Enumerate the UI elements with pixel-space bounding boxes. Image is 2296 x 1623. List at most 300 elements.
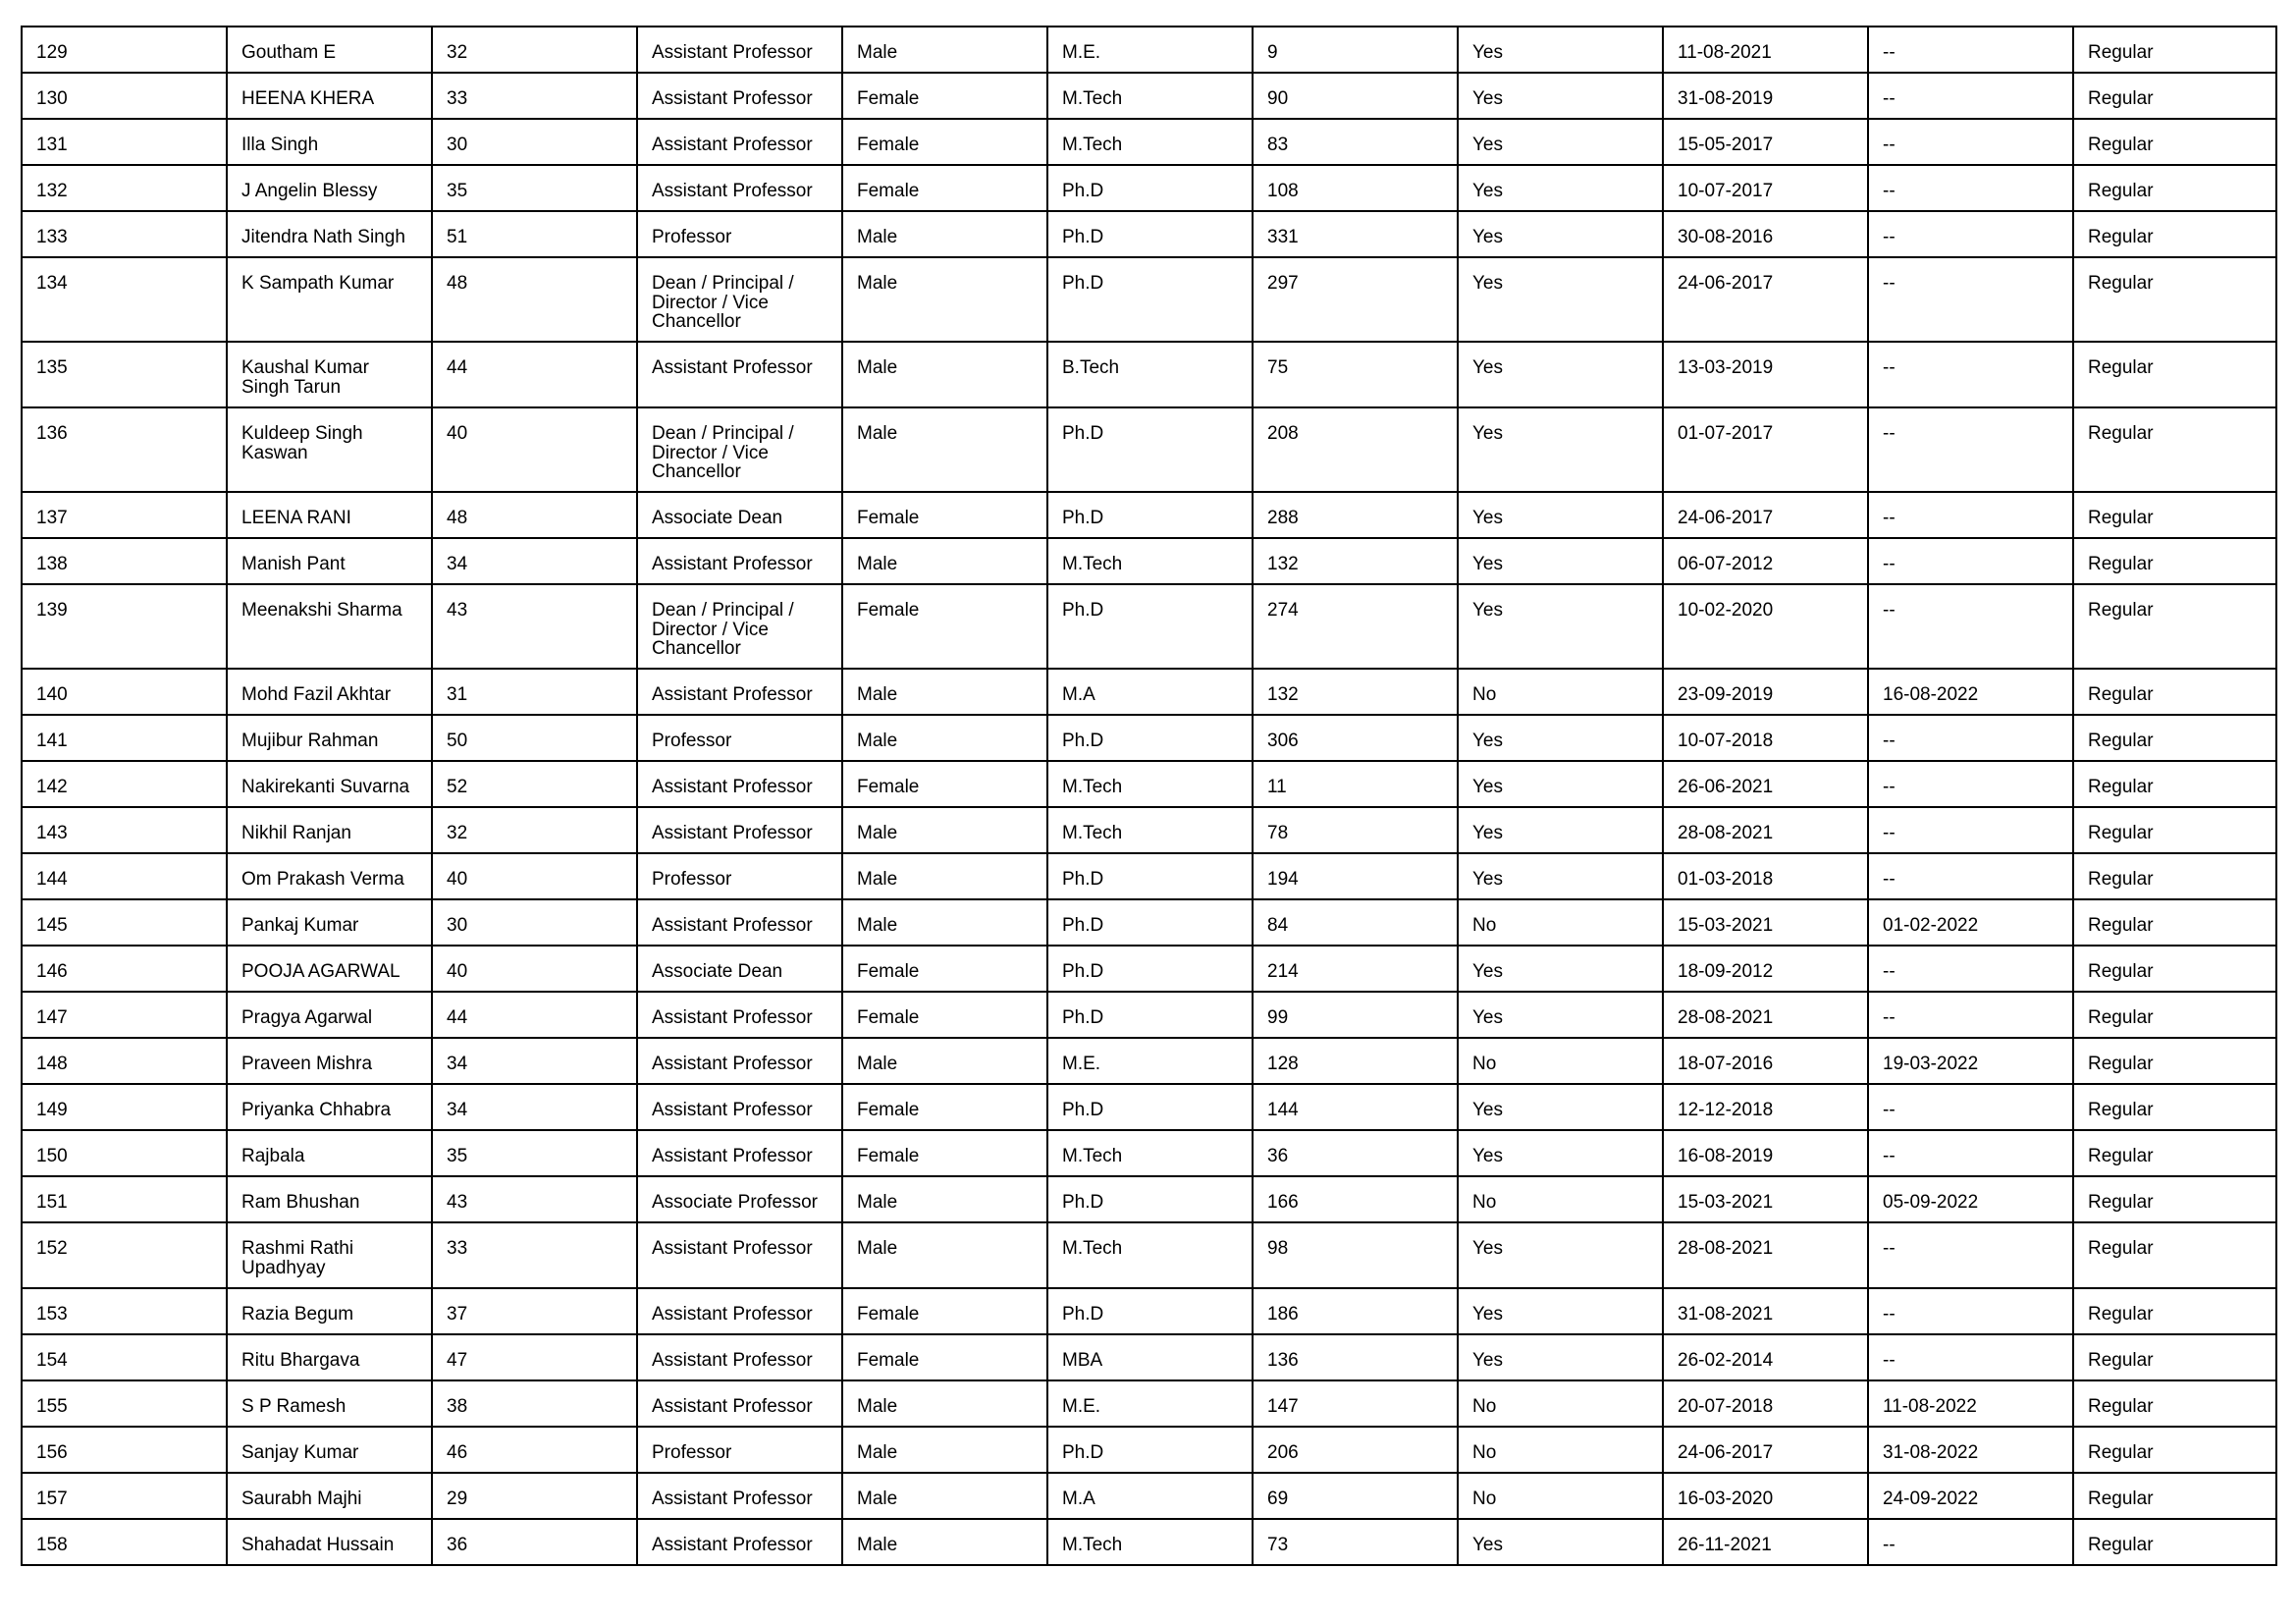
designation-cell: Assistant Professor — [637, 165, 842, 211]
currently-working-cell: Yes — [1458, 853, 1663, 899]
qualification-cell: M.Tech — [1047, 1519, 1253, 1565]
age-cell: 44 — [432, 342, 637, 407]
faculty-name-cell: Om Prakash Verma — [227, 853, 432, 899]
faculty-name-cell: Mohd Fazil Akhtar — [227, 669, 432, 715]
table-row — [22, 807, 2276, 853]
qualification-cell: M.A — [1047, 669, 1253, 715]
leaving-date-cell: 24-09-2022 — [1868, 1473, 2073, 1519]
designation-cell: Dean / Principal / Director / Vice Chancellor — [637, 257, 842, 342]
qualification-cell: M.E. — [1047, 27, 1253, 73]
table-row — [22, 715, 2276, 761]
serial-number-cell: 134 — [22, 257, 227, 342]
qualification-cell: B.Tech — [1047, 342, 1253, 407]
currently-working-cell: Yes — [1458, 257, 1663, 342]
qualification-cell: M.E. — [1047, 1380, 1253, 1427]
qualification-cell: Ph.D — [1047, 257, 1253, 342]
age-cell: 30 — [432, 119, 637, 165]
faculty-table-container — [21, 26, 2277, 1566]
leaving-date-cell: -- — [1868, 946, 2073, 992]
designation-cell: Assistant Professor — [637, 807, 842, 853]
table-row — [22, 1084, 2276, 1130]
serial-number-cell: 140 — [22, 669, 227, 715]
leaving-date-cell: 11-08-2022 — [1868, 1380, 2073, 1427]
appointment-nature-cell: Regular — [2073, 1288, 2276, 1334]
experience-cell: 144 — [1253, 1084, 1458, 1130]
currently-working-cell: Yes — [1458, 27, 1663, 73]
faculty-name-cell: HEENA KHERA — [227, 73, 432, 119]
appointment-nature-cell: Regular — [2073, 1473, 2276, 1519]
qualification-cell: M.Tech — [1047, 119, 1253, 165]
joining-date-cell: 26-06-2021 — [1663, 761, 1868, 807]
faculty-name-cell: Illa Singh — [227, 119, 432, 165]
age-cell: 29 — [432, 1473, 637, 1519]
age-cell: 34 — [432, 538, 637, 584]
faculty-name-cell: Ritu Bhargava — [227, 1334, 432, 1380]
leaving-date-cell: 01-02-2022 — [1868, 899, 2073, 946]
gender-cell: Male — [842, 1222, 1047, 1288]
experience-cell: 83 — [1253, 119, 1458, 165]
leaving-date-cell: -- — [1868, 538, 2073, 584]
gender-cell: Female — [842, 1084, 1047, 1130]
table-row — [22, 1334, 2276, 1380]
experience-cell: 108 — [1253, 165, 1458, 211]
gender-cell: Female — [842, 119, 1047, 165]
leaving-date-cell: -- — [1868, 492, 2073, 538]
qualification-cell: Ph.D — [1047, 946, 1253, 992]
designation-cell: Professor — [637, 715, 842, 761]
age-cell: 34 — [432, 1084, 637, 1130]
gender-cell: Female — [842, 1288, 1047, 1334]
currently-working-cell: Yes — [1458, 1334, 1663, 1380]
joining-date-cell: 10-07-2017 — [1663, 165, 1868, 211]
qualification-cell: M.Tech — [1047, 538, 1253, 584]
age-cell: 52 — [432, 761, 637, 807]
designation-cell: Professor — [637, 211, 842, 257]
experience-cell: 128 — [1253, 1038, 1458, 1084]
table-row — [22, 992, 2276, 1038]
currently-working-cell: Yes — [1458, 1222, 1663, 1288]
serial-number-cell: 155 — [22, 1380, 227, 1427]
gender-cell: Male — [842, 538, 1047, 584]
experience-cell: 36 — [1253, 1130, 1458, 1176]
leaving-date-cell: -- — [1868, 853, 2073, 899]
serial-number-cell: 132 — [22, 165, 227, 211]
appointment-nature-cell: Regular — [2073, 715, 2276, 761]
leaving-date-cell: 19-03-2022 — [1868, 1038, 2073, 1084]
gender-cell: Male — [842, 27, 1047, 73]
leaving-date-cell: -- — [1868, 27, 2073, 73]
gender-cell: Female — [842, 761, 1047, 807]
table-row — [22, 761, 2276, 807]
leaving-date-cell: -- — [1868, 342, 2073, 407]
designation-cell: Associate Professor — [637, 1176, 842, 1222]
joining-date-cell: 20-07-2018 — [1663, 1380, 1868, 1427]
serial-number-cell: 145 — [22, 899, 227, 946]
faculty-table-body — [22, 27, 2276, 1565]
gender-cell: Male — [842, 715, 1047, 761]
appointment-nature-cell: Regular — [2073, 1130, 2276, 1176]
age-cell: 51 — [432, 211, 637, 257]
designation-cell: Assistant Professor — [637, 342, 842, 407]
age-cell: 50 — [432, 715, 637, 761]
table-row — [22, 257, 2276, 342]
age-cell: 48 — [432, 492, 637, 538]
gender-cell: Male — [842, 1038, 1047, 1084]
currently-working-cell: Yes — [1458, 73, 1663, 119]
joining-date-cell: 10-07-2018 — [1663, 715, 1868, 761]
table-row — [22, 669, 2276, 715]
faculty-name-cell: K Sampath Kumar — [227, 257, 432, 342]
joining-date-cell: 18-09-2012 — [1663, 946, 1868, 992]
experience-cell: 147 — [1253, 1380, 1458, 1427]
joining-date-cell: 24-06-2017 — [1663, 1427, 1868, 1473]
table-row — [22, 946, 2276, 992]
currently-working-cell: Yes — [1458, 538, 1663, 584]
currently-working-cell: Yes — [1458, 992, 1663, 1038]
appointment-nature-cell: Regular — [2073, 211, 2276, 257]
appointment-nature-cell: Regular — [2073, 538, 2276, 584]
gender-cell: Male — [842, 1473, 1047, 1519]
leaving-date-cell: 16-08-2022 — [1868, 669, 2073, 715]
faculty-name-cell: Rajbala — [227, 1130, 432, 1176]
appointment-nature-cell: Regular — [2073, 342, 2276, 407]
leaving-date-cell: -- — [1868, 807, 2073, 853]
appointment-nature-cell: Regular — [2073, 584, 2276, 669]
leaving-date-cell: -- — [1868, 1222, 2073, 1288]
currently-working-cell: Yes — [1458, 492, 1663, 538]
experience-cell: 186 — [1253, 1288, 1458, 1334]
faculty-name-cell: Mujibur Rahman — [227, 715, 432, 761]
table-row — [22, 165, 2276, 211]
gender-cell: Male — [842, 342, 1047, 407]
serial-number-cell: 141 — [22, 715, 227, 761]
age-cell: 34 — [432, 1038, 637, 1084]
appointment-nature-cell: Regular — [2073, 669, 2276, 715]
table-row — [22, 584, 2276, 669]
serial-number-cell: 131 — [22, 119, 227, 165]
serial-number-cell: 150 — [22, 1130, 227, 1176]
age-cell: 43 — [432, 1176, 637, 1222]
qualification-cell: Ph.D — [1047, 1288, 1253, 1334]
faculty-name-cell: Ram Bhushan — [227, 1176, 432, 1222]
table-row — [22, 1473, 2276, 1519]
age-cell: 48 — [432, 257, 637, 342]
appointment-nature-cell: Regular — [2073, 27, 2276, 73]
leaving-date-cell: -- — [1868, 211, 2073, 257]
qualification-cell: Ph.D — [1047, 1176, 1253, 1222]
gender-cell: Female — [842, 584, 1047, 669]
qualification-cell: M.Tech — [1047, 73, 1253, 119]
gender-cell: Male — [842, 899, 1047, 946]
serial-number-cell: 149 — [22, 1084, 227, 1130]
age-cell: 44 — [432, 992, 637, 1038]
appointment-nature-cell: Regular — [2073, 1380, 2276, 1427]
experience-cell: 84 — [1253, 899, 1458, 946]
joining-date-cell: 30-08-2016 — [1663, 211, 1868, 257]
designation-cell: Assistant Professor — [637, 899, 842, 946]
faculty-name-cell: Pankaj Kumar — [227, 899, 432, 946]
joining-date-cell: 28-08-2021 — [1663, 1222, 1868, 1288]
age-cell: 32 — [432, 27, 637, 73]
faculty-table — [21, 26, 2277, 1566]
leaving-date-cell: -- — [1868, 992, 2073, 1038]
joining-date-cell: 10-02-2020 — [1663, 584, 1868, 669]
experience-cell: 206 — [1253, 1427, 1458, 1473]
table-row — [22, 853, 2276, 899]
experience-cell: 98 — [1253, 1222, 1458, 1288]
designation-cell: Assistant Professor — [637, 669, 842, 715]
currently-working-cell: Yes — [1458, 1084, 1663, 1130]
leaving-date-cell: -- — [1868, 715, 2073, 761]
qualification-cell: M.Tech — [1047, 761, 1253, 807]
age-cell: 30 — [432, 899, 637, 946]
serial-number-cell: 139 — [22, 584, 227, 669]
serial-number-cell: 138 — [22, 538, 227, 584]
leaving-date-cell: -- — [1868, 1130, 2073, 1176]
age-cell: 46 — [432, 1427, 637, 1473]
joining-date-cell: 18-07-2016 — [1663, 1038, 1868, 1084]
designation-cell: Assistant Professor — [637, 73, 842, 119]
leaving-date-cell: -- — [1868, 1084, 2073, 1130]
serial-number-cell: 136 — [22, 407, 227, 492]
leaving-date-cell: 31-08-2022 — [1868, 1427, 2073, 1473]
appointment-nature-cell: Regular — [2073, 1176, 2276, 1222]
appointment-nature-cell: Regular — [2073, 853, 2276, 899]
faculty-name-cell: Shahadat Hussain — [227, 1519, 432, 1565]
table-row — [22, 211, 2276, 257]
designation-cell: Associate Dean — [637, 946, 842, 992]
table-row — [22, 119, 2276, 165]
faculty-name-cell: Saurabh Majhi — [227, 1473, 432, 1519]
appointment-nature-cell: Regular — [2073, 1427, 2276, 1473]
currently-working-cell: No — [1458, 1427, 1663, 1473]
faculty-name-cell: J Angelin Blessy — [227, 165, 432, 211]
appointment-nature-cell: Regular — [2073, 1038, 2276, 1084]
appointment-nature-cell: Regular — [2073, 1084, 2276, 1130]
gender-cell: Male — [842, 807, 1047, 853]
serial-number-cell: 156 — [22, 1427, 227, 1473]
faculty-name-cell: Manish Pant — [227, 538, 432, 584]
serial-number-cell: 144 — [22, 853, 227, 899]
age-cell: 33 — [432, 1222, 637, 1288]
qualification-cell: M.Tech — [1047, 1222, 1253, 1288]
gender-cell: Male — [842, 1176, 1047, 1222]
currently-working-cell: Yes — [1458, 807, 1663, 853]
experience-cell: 11 — [1253, 761, 1458, 807]
gender-cell: Female — [842, 73, 1047, 119]
experience-cell: 99 — [1253, 992, 1458, 1038]
table-row — [22, 1130, 2276, 1176]
table-row — [22, 407, 2276, 492]
table-row — [22, 27, 2276, 73]
experience-cell: 194 — [1253, 853, 1458, 899]
age-cell: 40 — [432, 853, 637, 899]
faculty-name-cell: Kaushal Kumar Singh Tarun — [227, 342, 432, 407]
serial-number-cell: 130 — [22, 73, 227, 119]
joining-date-cell: 11-08-2021 — [1663, 27, 1868, 73]
appointment-nature-cell: Regular — [2073, 807, 2276, 853]
faculty-name-cell: Kuldeep Singh Kaswan — [227, 407, 432, 492]
age-cell: 47 — [432, 1334, 637, 1380]
currently-working-cell: Yes — [1458, 165, 1663, 211]
leaving-date-cell: -- — [1868, 73, 2073, 119]
faculty-name-cell: Meenakshi Sharma — [227, 584, 432, 669]
experience-cell: 306 — [1253, 715, 1458, 761]
gender-cell: Male — [842, 1519, 1047, 1565]
appointment-nature-cell: Regular — [2073, 1222, 2276, 1288]
faculty-name-cell: POOJA AGARWAL — [227, 946, 432, 992]
designation-cell: Dean / Principal / Director / Vice Chancellor — [637, 584, 842, 669]
designation-cell: Assistant Professor — [637, 761, 842, 807]
serial-number-cell: 146 — [22, 946, 227, 992]
joining-date-cell: 31-08-2021 — [1663, 1288, 1868, 1334]
age-cell: 40 — [432, 946, 637, 992]
appointment-nature-cell: Regular — [2073, 257, 2276, 342]
joining-date-cell: 01-07-2017 — [1663, 407, 1868, 492]
serial-number-cell: 142 — [22, 761, 227, 807]
currently-working-cell: No — [1458, 1176, 1663, 1222]
serial-number-cell: 157 — [22, 1473, 227, 1519]
joining-date-cell: 15-05-2017 — [1663, 119, 1868, 165]
serial-number-cell: 153 — [22, 1288, 227, 1334]
qualification-cell: M.Tech — [1047, 807, 1253, 853]
qualification-cell: Ph.D — [1047, 492, 1253, 538]
faculty-name-cell: Praveen Mishra — [227, 1038, 432, 1084]
table-row — [22, 1288, 2276, 1334]
designation-cell: Assistant Professor — [637, 538, 842, 584]
currently-working-cell: No — [1458, 1038, 1663, 1084]
designation-cell: Professor — [637, 1427, 842, 1473]
joining-date-cell: 01-03-2018 — [1663, 853, 1868, 899]
designation-cell: Assistant Professor — [637, 1380, 842, 1427]
age-cell: 36 — [432, 1519, 637, 1565]
serial-number-cell: 158 — [22, 1519, 227, 1565]
joining-date-cell: 24-06-2017 — [1663, 492, 1868, 538]
faculty-name-cell: S P Ramesh — [227, 1380, 432, 1427]
age-cell: 32 — [432, 807, 637, 853]
currently-working-cell: Yes — [1458, 119, 1663, 165]
gender-cell: Female — [842, 492, 1047, 538]
designation-cell: Assistant Professor — [637, 1084, 842, 1130]
appointment-nature-cell: Regular — [2073, 1334, 2276, 1380]
table-row — [22, 1038, 2276, 1084]
table-row — [22, 538, 2276, 584]
joining-date-cell: 26-02-2014 — [1663, 1334, 1868, 1380]
leaving-date-cell: -- — [1868, 1288, 2073, 1334]
faculty-name-cell: Nakirekanti Suvarna — [227, 761, 432, 807]
table-row — [22, 492, 2276, 538]
appointment-nature-cell: Regular — [2073, 73, 2276, 119]
gender-cell: Male — [842, 669, 1047, 715]
currently-working-cell: Yes — [1458, 211, 1663, 257]
designation-cell: Associate Dean — [637, 492, 842, 538]
currently-working-cell: No — [1458, 899, 1663, 946]
experience-cell: 166 — [1253, 1176, 1458, 1222]
faculty-name-cell: Jitendra Nath Singh — [227, 211, 432, 257]
currently-working-cell: No — [1458, 1380, 1663, 1427]
experience-cell: 90 — [1253, 73, 1458, 119]
gender-cell: Female — [842, 992, 1047, 1038]
joining-date-cell: 16-08-2019 — [1663, 1130, 1868, 1176]
faculty-name-cell: Priyanka Chhabra — [227, 1084, 432, 1130]
joining-date-cell: 24-06-2017 — [1663, 257, 1868, 342]
experience-cell: 132 — [1253, 669, 1458, 715]
gender-cell: Male — [842, 1380, 1047, 1427]
currently-working-cell: No — [1458, 1473, 1663, 1519]
gender-cell: Female — [842, 165, 1047, 211]
appointment-nature-cell: Regular — [2073, 1519, 2276, 1565]
appointment-nature-cell: Regular — [2073, 946, 2276, 992]
designation-cell: Assistant Professor — [637, 1288, 842, 1334]
table-row — [22, 899, 2276, 946]
age-cell: 33 — [432, 73, 637, 119]
serial-number-cell: 143 — [22, 807, 227, 853]
faculty-name-cell: Pragya Agarwal — [227, 992, 432, 1038]
gender-cell: Female — [842, 1334, 1047, 1380]
currently-working-cell: Yes — [1458, 715, 1663, 761]
experience-cell: 75 — [1253, 342, 1458, 407]
joining-date-cell: 12-12-2018 — [1663, 1084, 1868, 1130]
currently-working-cell: Yes — [1458, 946, 1663, 992]
qualification-cell: M.Tech — [1047, 1130, 1253, 1176]
gender-cell: Male — [842, 257, 1047, 342]
faculty-name-cell: Razia Begum — [227, 1288, 432, 1334]
qualification-cell: Ph.D — [1047, 992, 1253, 1038]
table-row — [22, 1380, 2276, 1427]
experience-cell: 69 — [1253, 1473, 1458, 1519]
table-row — [22, 1427, 2276, 1473]
qualification-cell: Ph.D — [1047, 899, 1253, 946]
table-row — [22, 342, 2276, 407]
table-row — [22, 73, 2276, 119]
serial-number-cell: 151 — [22, 1176, 227, 1222]
joining-date-cell: 13-03-2019 — [1663, 342, 1868, 407]
serial-number-cell: 152 — [22, 1222, 227, 1288]
joining-date-cell: 15-03-2021 — [1663, 1176, 1868, 1222]
joining-date-cell: 28-08-2021 — [1663, 992, 1868, 1038]
designation-cell: Assistant Professor — [637, 1519, 842, 1565]
designation-cell: Assistant Professor — [637, 1038, 842, 1084]
joining-date-cell: 23-09-2019 — [1663, 669, 1868, 715]
currently-working-cell: Yes — [1458, 1130, 1663, 1176]
appointment-nature-cell: Regular — [2073, 492, 2276, 538]
qualification-cell: Ph.D — [1047, 853, 1253, 899]
experience-cell: 288 — [1253, 492, 1458, 538]
qualification-cell: Ph.D — [1047, 1084, 1253, 1130]
faculty-name-cell: Sanjay Kumar — [227, 1427, 432, 1473]
designation-cell: Assistant Professor — [637, 27, 842, 73]
table-row — [22, 1176, 2276, 1222]
gender-cell: Female — [842, 1130, 1047, 1176]
serial-number-cell: 154 — [22, 1334, 227, 1380]
experience-cell: 73 — [1253, 1519, 1458, 1565]
gender-cell: Female — [842, 946, 1047, 992]
currently-working-cell: Yes — [1458, 584, 1663, 669]
faculty-name-cell: LEENA RANI — [227, 492, 432, 538]
qualification-cell: MBA — [1047, 1334, 1253, 1380]
leaving-date-cell: -- — [1868, 761, 2073, 807]
appointment-nature-cell: Regular — [2073, 992, 2276, 1038]
qualification-cell: M.E. — [1047, 1038, 1253, 1084]
currently-working-cell: No — [1458, 669, 1663, 715]
age-cell: 43 — [432, 584, 637, 669]
currently-working-cell: Yes — [1458, 761, 1663, 807]
gender-cell: Male — [842, 1427, 1047, 1473]
experience-cell: 297 — [1253, 257, 1458, 342]
joining-date-cell: 16-03-2020 — [1663, 1473, 1868, 1519]
table-row — [22, 1222, 2276, 1288]
serial-number-cell: 148 — [22, 1038, 227, 1084]
